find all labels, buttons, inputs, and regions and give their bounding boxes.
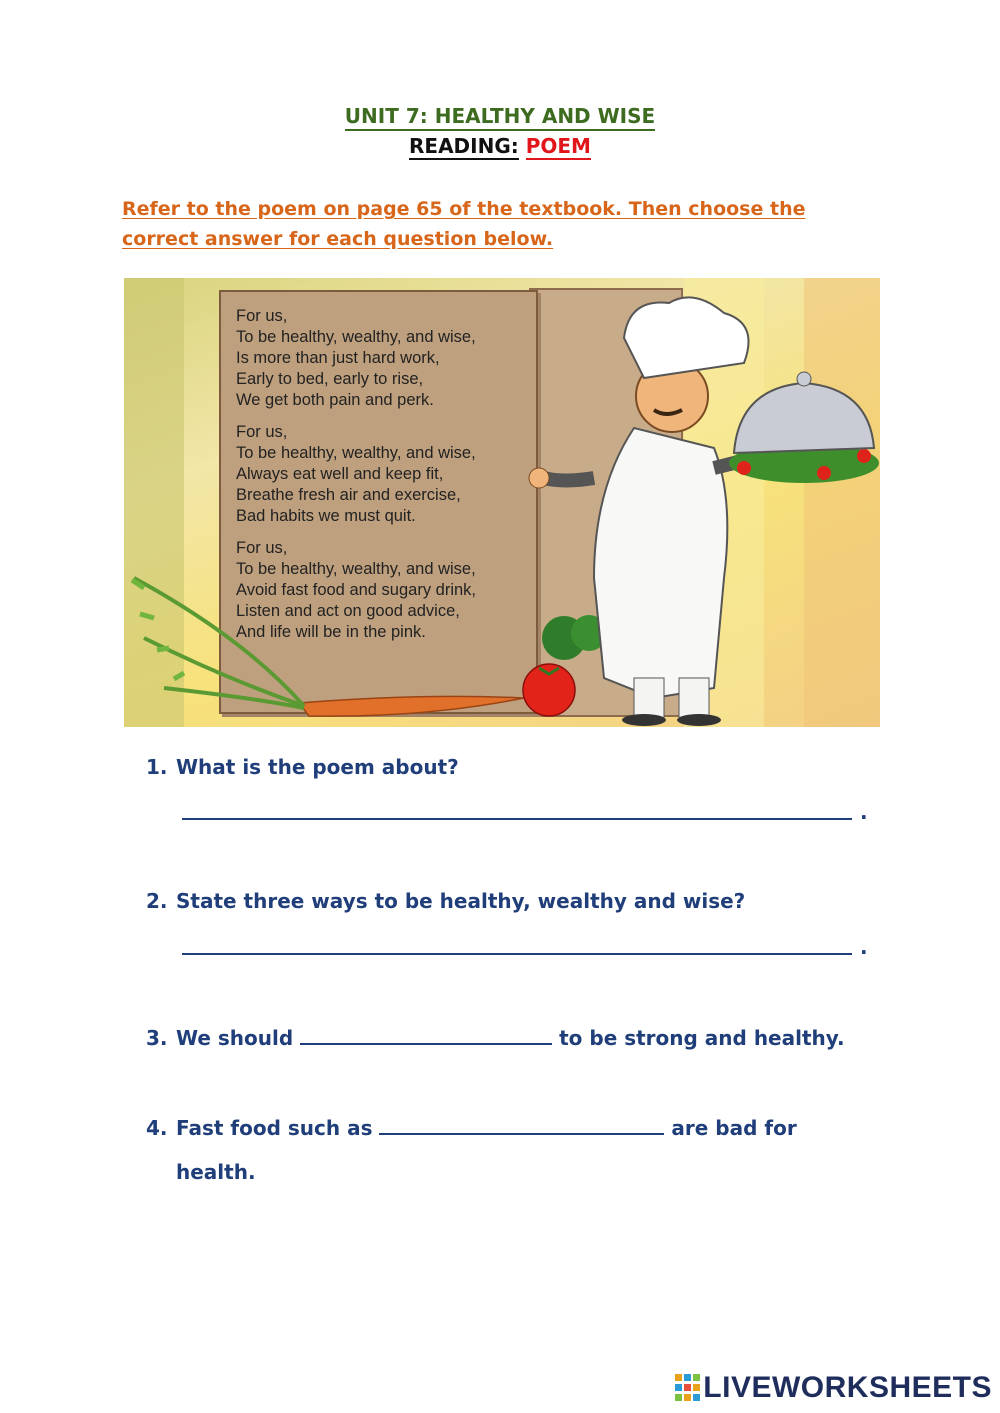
question-number: 4. (146, 1116, 168, 1140)
unit-title: UNIT 7: HEALTHY AND WISE (0, 104, 1000, 128)
question-number: 3. (146, 1026, 168, 1050)
question-number: 2. (146, 889, 168, 913)
liveworksheets-logo-icon (675, 1374, 701, 1402)
liveworksheets-logo[interactable] (675, 1371, 992, 1405)
chef-illustration (124, 278, 880, 727)
poem-line: Early to bed, early to rise, (236, 370, 424, 388)
poem-line: Is more than just hard work, (236, 349, 440, 367)
question-text: What is the poem about? (176, 755, 459, 779)
chef-figure (529, 297, 774, 726)
poem-line: To be healthy, wealthy, and wise, (236, 328, 476, 346)
reading-label: READING: (409, 134, 519, 158)
answer-blank-1[interactable] (182, 818, 852, 820)
carrot-icon (132, 578, 524, 716)
poem-line: Always eat well and keep fit, (236, 465, 444, 483)
instruction-text: Refer to the poem on page 65 of the textbook. Then choose the correct answer for each question below. (122, 198, 806, 250)
answer-end-mark: . (860, 800, 868, 824)
question-text-after: are bad for (671, 1116, 797, 1140)
question-3 (146, 1025, 845, 1050)
poem-illustration (124, 278, 880, 727)
vegetables-icon (523, 615, 607, 716)
question-number: 1. (146, 755, 168, 779)
cloche-platter-icon (729, 372, 879, 483)
question-text: State three ways to be healthy, wealthy and wise? (176, 889, 746, 913)
poem-line: To be healthy, wealthy, and wise, (236, 560, 476, 578)
poem-line: And life will be in the pink. (236, 623, 426, 641)
poem-line: To be healthy, wealthy, and wise, (236, 444, 476, 462)
question-1 (146, 755, 459, 779)
poem-line: For us, (236, 539, 288, 557)
logo-text: LIVEWORKSHEETS (703, 1371, 992, 1404)
question-2 (146, 889, 745, 913)
answer-end-mark: . (860, 935, 868, 959)
reading-type: POEM (525, 134, 591, 158)
poem-line: For us, (236, 423, 288, 441)
question-text-before: We should (176, 1026, 294, 1050)
poem-line: Bad habits we must quit. (236, 507, 416, 525)
answer-blank-3[interactable] (300, 1025, 552, 1045)
poem-line: Avoid fast food and sugary drink, (236, 581, 477, 599)
question-text-after: to be strong and healthy. (559, 1026, 845, 1050)
reading-title (0, 134, 1000, 158)
poem-line: For us, (236, 307, 288, 325)
answer-blank-4[interactable] (379, 1115, 664, 1135)
poem-line: Listen and act on good advice, (236, 602, 460, 620)
poem-line: We get both pain and perk. (236, 391, 434, 409)
question-4-continued: health. (176, 1160, 256, 1184)
answer-blank-2[interactable] (182, 953, 852, 955)
poem-line: Breathe fresh air and exercise, (236, 486, 461, 504)
question-text-before: Fast food such as (176, 1116, 373, 1140)
question-4 (146, 1115, 797, 1140)
